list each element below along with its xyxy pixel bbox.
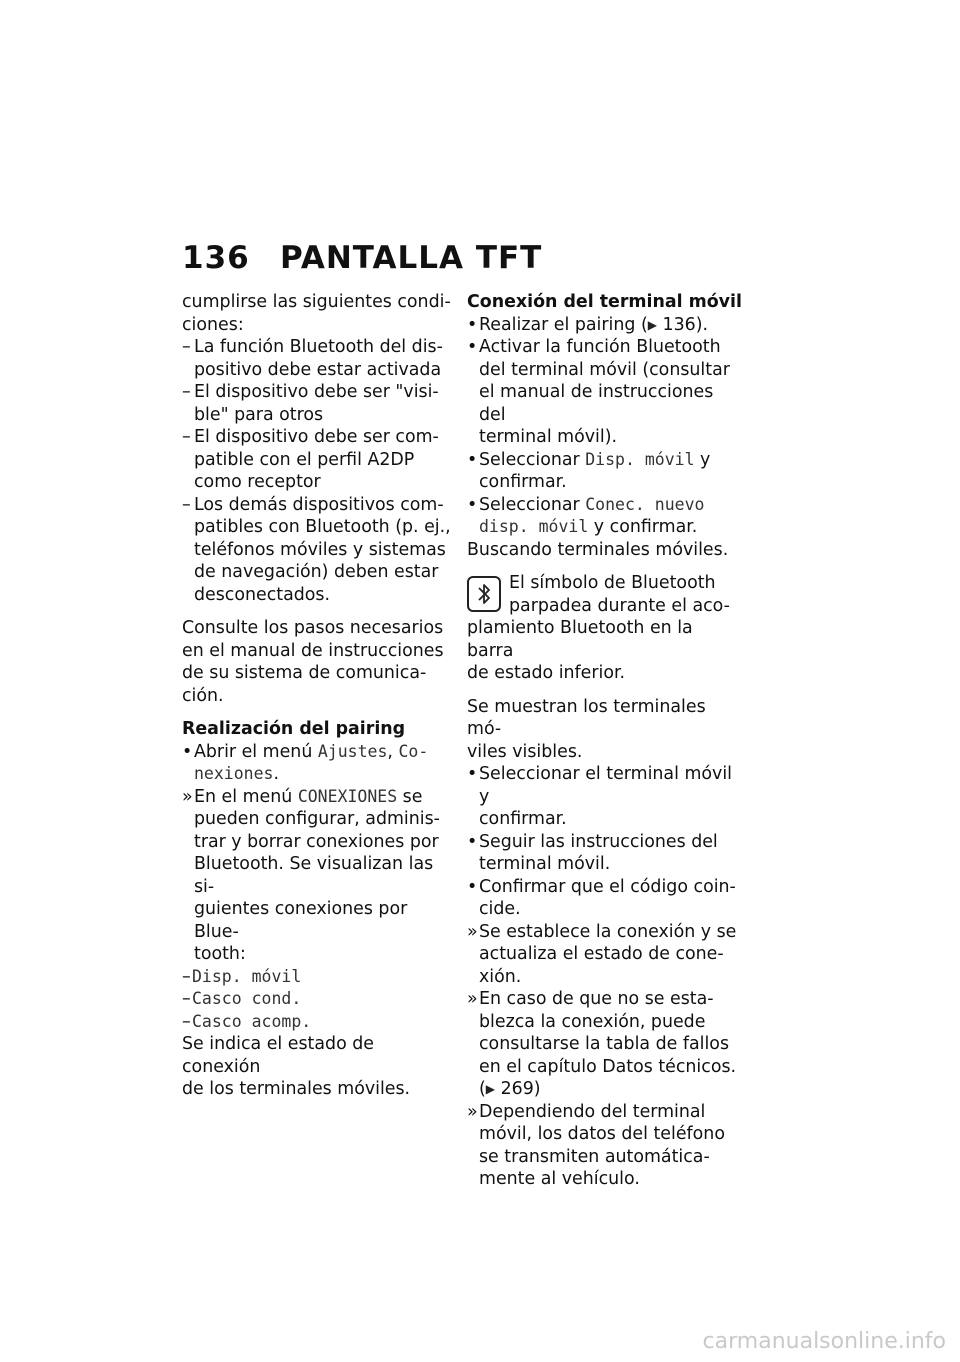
text-line: guientes conexiones por Blue- bbox=[194, 899, 408, 942]
text-line: El dispositivo debe ser com- bbox=[194, 427, 439, 447]
menu-name: disp. móvil bbox=[479, 517, 589, 536]
result-item: » En caso de que no se esta- blezca la conexión, puede consultarse la tabla de fallos en el capítulo Datos técnicos. (▶ 269) bbox=[467, 989, 737, 1099]
text-line: de estado inferior. bbox=[467, 663, 626, 683]
page-number: 136 bbox=[182, 240, 250, 276]
text-line: Se muestran los terminales mó- bbox=[467, 696, 706, 739]
step-item: • Confirmar que el código coin- cide. bbox=[467, 876, 736, 919]
text-line: Consulte los pasos necesarios bbox=[182, 618, 444, 638]
text-line: en el manual de instrucciones bbox=[182, 640, 444, 661]
condition-item: – El dispositivo debe ser "visi- ble" para otros bbox=[182, 381, 454, 426]
text-line: ciones: bbox=[182, 314, 244, 335]
section-heading: Realización del pairing bbox=[182, 719, 406, 739]
text-line: desconectados. bbox=[194, 584, 331, 605]
text-line: La función Bluetooth del dis- bbox=[194, 337, 443, 357]
text-line: Los demás dispositivos com- bbox=[194, 494, 444, 515]
page-header bbox=[182, 240, 542, 276]
result-item: » Se establece la conexión y se actualiza el estado de cone- xión. bbox=[467, 921, 737, 987]
text-line: como receptor bbox=[194, 472, 321, 492]
menu-name: Ajustes bbox=[317, 741, 388, 761]
text-line: Se indica el estado de conexión bbox=[182, 1034, 374, 1077]
step-item: • Seleccionar Disp. móvil y confirmar. bbox=[467, 449, 711, 492]
text-line: trar y borrar conexiones por bbox=[194, 831, 439, 852]
text-line: plamiento Bluetooth en la barra bbox=[467, 618, 693, 661]
condition-item: – Los demás dispositivos com- patibles con Bluetooth (p. ej., teléfonos móviles y sistemas de navegación) deben estar desconectados. bbox=[182, 494, 454, 607]
page-ref-arrow-icon: ▶ bbox=[647, 317, 657, 332]
connection-item: – Casco acomp. bbox=[182, 1011, 312, 1032]
step-item: • Activar la función Bluetooth del terminal móvil (consultar el manual de instrucciones del terminal móvil). bbox=[467, 337, 730, 447]
text-line: parpadea durante el aco- bbox=[509, 595, 730, 616]
menu-name: Conec. nuevo bbox=[585, 494, 705, 514]
condition-item: – El dispositivo debe ser com- patible con el perfil A2DP como receptor bbox=[182, 426, 454, 494]
text-line: cumplirse las siguientes condi- bbox=[182, 292, 451, 312]
text-line: tooth: bbox=[194, 944, 246, 964]
connection-item: – Disp. móvil bbox=[182, 966, 302, 987]
text-line: El dispositivo debe ser "visi- bbox=[194, 382, 439, 402]
menu-name: nexiones bbox=[194, 764, 274, 783]
text-line: Bluetooth. Se visualizan las si- bbox=[194, 854, 434, 897]
page-ref-arrow-icon: ▶ bbox=[485, 1082, 496, 1096]
result-item: » Dependiendo del terminal móvil, los datos del teléfono se transmiten automática- mente al vehículo. bbox=[467, 1101, 725, 1189]
step-item: • Realizar el pairing (▶ 136). bbox=[467, 314, 709, 335]
watermark: carmanualsonline.info bbox=[702, 1329, 946, 1354]
result-item: » En el menú CONEXIONES se pueden configurar, adminis- trar y borrar conexiones por Bluetooth. Se visualizan las si- guientes conexiones por Blue- tooth: bbox=[182, 786, 454, 966]
text-line: viles visibles. bbox=[467, 741, 583, 762]
text-line: de navegación) deben estar bbox=[194, 562, 439, 582]
page-title: PANTALLA TFT bbox=[280, 240, 543, 276]
step-item: • Seleccionar Conec. nuevo disp. móvil y confirmar. bbox=[467, 494, 705, 537]
text-line: ción. bbox=[182, 685, 224, 706]
right-column bbox=[467, 291, 742, 1191]
menu-name: Co- bbox=[398, 741, 429, 761]
connection-item: – Casco cond. bbox=[182, 989, 302, 1009]
menu-name: Disp. móvil bbox=[585, 449, 695, 469]
section-heading: Conexión del terminal móvil bbox=[467, 292, 742, 312]
text-line: ble" para otros bbox=[194, 404, 324, 425]
step-item: • Seguir las instrucciones del terminal móvil. bbox=[467, 831, 718, 874]
bluetooth-note bbox=[467, 572, 742, 685]
text-line: de su sistema de comunica- bbox=[182, 663, 427, 683]
text-line: teléfonos móviles y sistemas bbox=[194, 539, 446, 560]
step-item: • Abrir el menú Ajustes, Co- nexiones. bbox=[182, 741, 429, 784]
condition-item: – La función Bluetooth del dis- positivo debe estar activada bbox=[182, 336, 454, 381]
text-line: patible con el perfil A2DP bbox=[194, 449, 415, 470]
text-line: positivo debe estar activada bbox=[194, 359, 442, 380]
text-line: patibles con Bluetooth (p. ej., bbox=[194, 517, 451, 537]
text-line: pueden configurar, adminis- bbox=[194, 809, 440, 829]
text-line: Buscando terminales móviles. bbox=[467, 539, 729, 560]
text-line: de los terminales móviles. bbox=[182, 1079, 411, 1099]
left-column bbox=[182, 291, 454, 1101]
step-item: • Seleccionar el terminal móvil y confirmar. bbox=[467, 764, 732, 829]
menu-name: CONEXIONES bbox=[297, 786, 398, 806]
text-line: El símbolo de Bluetooth bbox=[509, 573, 716, 593]
bluetooth-icon bbox=[467, 576, 501, 612]
